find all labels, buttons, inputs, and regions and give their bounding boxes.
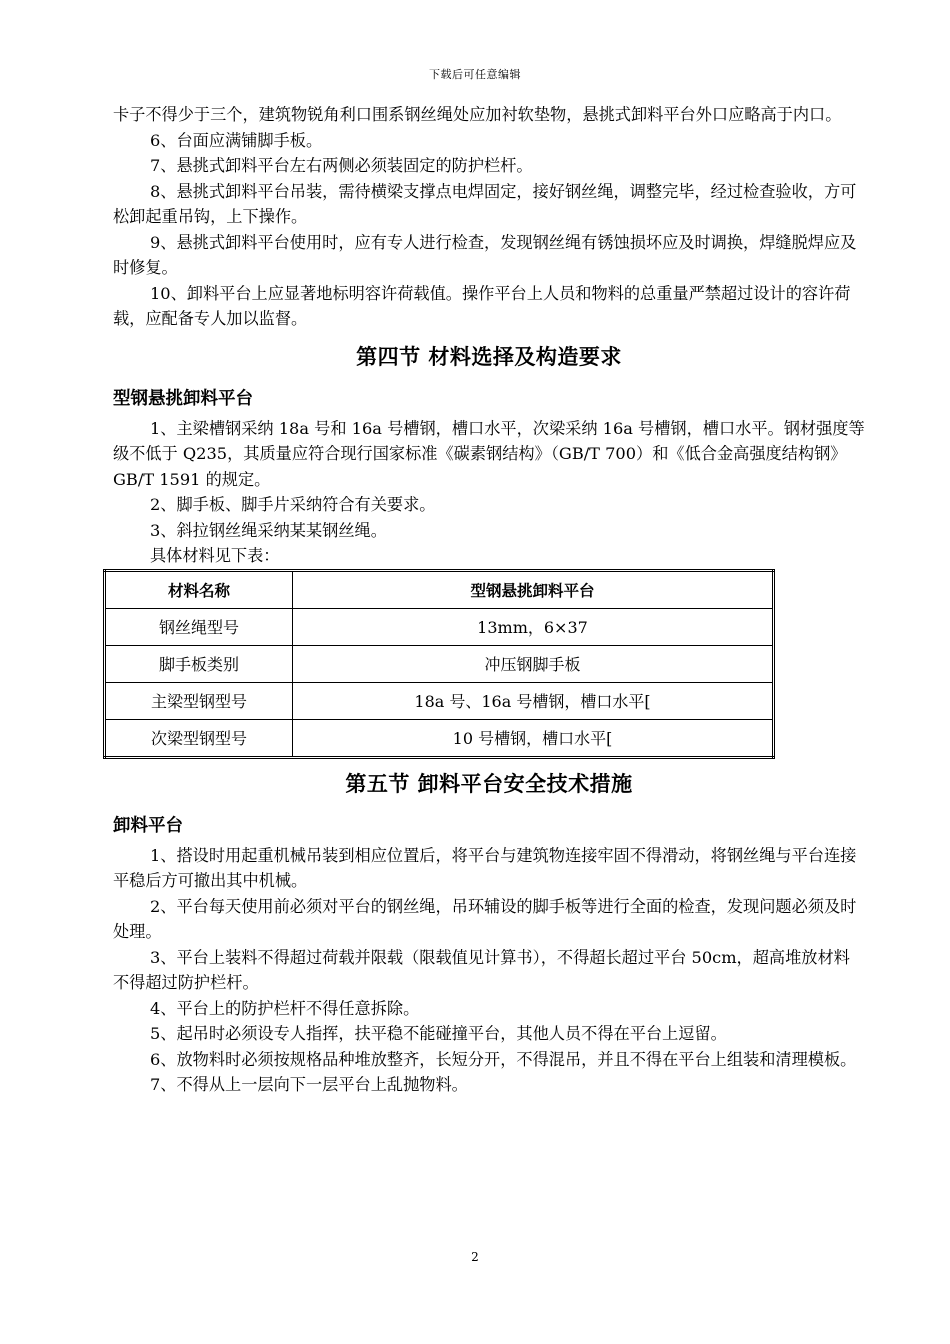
paragraph-material-2: 2、脚手板、脚手片采纳符合有关要求。: [150, 495, 436, 514]
table-row: [105, 719, 774, 757]
paragraph-continued: 卡子不得少于三个，建筑物锐角利口围系钢丝绳处应加衬软垫物，悬挑式卸料平台外口应略高于内口。: [113, 105, 842, 124]
section-5-subtitle: 卸料平台: [113, 815, 183, 836]
table-cell-label: 次梁型钢型号: [105, 719, 293, 757]
section-5-title: 第五节 卸料平台安全技术措施: [345, 771, 633, 796]
table-cell-value: 冲压钢脚手板: [293, 645, 774, 682]
table-row: [105, 682, 774, 719]
table-row: [105, 645, 774, 682]
table-header-material-name: 材料名称: [105, 570, 293, 608]
table-header-row: [105, 570, 774, 608]
table-row: [105, 608, 774, 645]
paragraph-safety-5: 5、起吊时必须设专人指挥，扶平稳不能碰撞平台，其他人员不得在平台上逗留。: [150, 1024, 727, 1043]
section-4-title: 第四节 材料选择及构造要求: [356, 344, 622, 369]
page-header: 下载后可任意编辑: [429, 68, 521, 81]
paragraph-safety-4: 4、平台上的防护栏杆不得任意拆除。: [150, 998, 420, 1018]
paragraph-material-3: 3、斜拉钢丝绳采纳某某钢丝绳。: [150, 520, 387, 540]
table-cell-value: 10 号槽钢，槽口水平[: [293, 719, 774, 757]
paragraph-material-1: 1、主梁槽钢采纳 18a 号和 16a 号槽钢，槽口水平，次梁采纳 16a 号槽钢，槽口水平。钢材强度等级不低于 Q235，其质量应符合现行国家标准《碳素钢结构》（GB/T 700）和《低合金高强度结构钢》GB/T 1591 的规定。: [113, 418, 865, 489]
materials-table: [103, 569, 775, 759]
paragraph-safety-3: 3、平台上装料不得超过荷载并限载（限载值见计算书），不得超长超过平台 50cm，超高堆放材料不得超过防护栏杆。: [113, 947, 850, 992]
table-cell-label: 主梁型钢型号: [105, 682, 293, 719]
paragraph-item-9: 9、悬挑式卸料平台使用时，应有专人进行检查，发现钢丝绳有锈蚀损坏应及时调换，焊缝脱焊应及时修复。: [113, 232, 857, 277]
table-cell-value: 18a 号、16a 号槽钢，槽口水平[: [293, 682, 774, 719]
paragraph-safety-1: 1、搭设时用起重机械吊装到相应位置后，将平台与建筑物连接牢固不得滑动，将钢丝绳与平台连接平稳后方可撤出其中机械。: [113, 845, 857, 890]
table-cell-label: 钢丝绳型号: [105, 608, 293, 645]
table-header-platform: 型钢悬挑卸料平台: [293, 570, 774, 608]
page-number: 2: [471, 1250, 479, 1264]
paragraph-item-10: 10、卸料平台上应显著地标明容许荷载值。操作平台上人员和物料的总重量严禁超过设计的容许荷载，应配备专人加以监督。: [113, 283, 851, 328]
paragraph-safety-6: 6、放物料时必须按规格品种堆放整齐，长短分开，不得混吊，并且不得在平台上组装和清理模板。: [150, 1049, 857, 1069]
paragraph-safety-2: 2、平台每天使用前必须对平台的钢丝绳，吊环辅设的脚手板等进行全面的检查，发现问题必须及时处理。: [113, 896, 857, 941]
table-cell-value: 13mm，6×37: [293, 608, 774, 645]
paragraph-safety-7: 7、不得从上一层向下一层平台上乱抛物料。: [150, 1075, 468, 1094]
table-cell-label: 脚手板类别: [105, 645, 293, 682]
section-4-subtitle: 型钢悬挑卸料平台: [113, 388, 253, 409]
paragraph-item-7: 7、悬挑式卸料平台左右两侧必须装固定的防护栏杆。: [150, 156, 533, 175]
page-content: [113, 102, 865, 1098]
paragraph-item-8: 8、悬挑式卸料平台吊装，需待横梁支撑点电焊固定，接好钢丝绳，调整完毕，经过检查验收，方可松卸起重吊钩，上下操作。: [113, 181, 857, 226]
paragraph-item-6: 6、台面应满铺脚手板。: [150, 130, 323, 150]
paragraph-table-intro: 具体材料见下表：: [150, 546, 280, 565]
